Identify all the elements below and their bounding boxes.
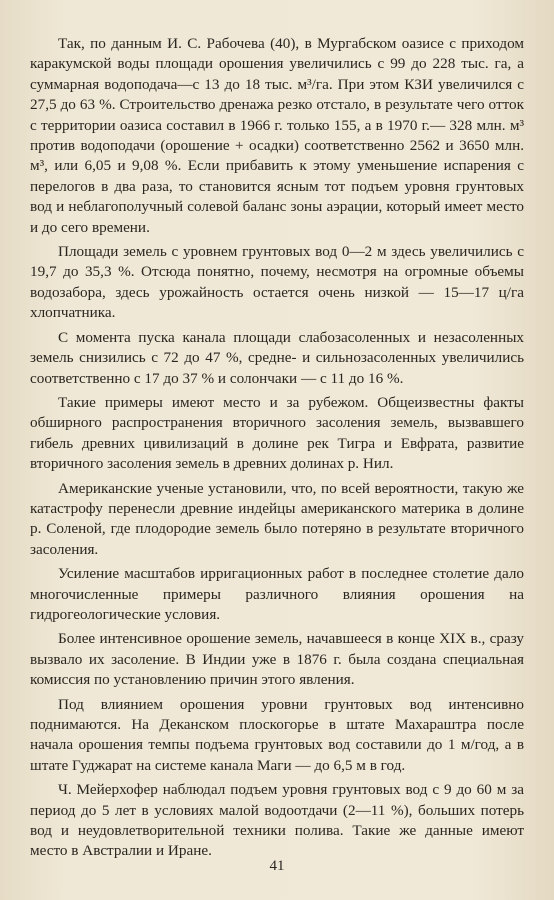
page-number: 41 [269,858,285,874]
paragraph-groundwater-area: Площади земель с уровнем грунтовых вод 0—2 м здесь увеличились с 19,7 до 35,3 %. Отсюда понятно, почему, несмотря на огромные объемы водозабора, здесь урожайность остается очень низкой — 15—17 ц/га хлопчатника. [30,243,524,322]
paragraph-american-scientists: Американские ученые установили, что, по всей вероятности, такую же катастрофу перенесли древние индейцы американского материка в долине р. Соленой, где плодородие земель было потеряно в результате вторичного засоления. [30,479,524,558]
body-text [30,34,524,862]
paragraph-meyerhofer: Ч. Мейерхофер наблюдал подъем уровня грунтовых вод с 9 до 60 м за период до 5 лет в условиях малой водоотдачи (2—11 %), больших потерь вод и неудовлетворительной техники полива. Такие же данные имеют место в Австралии и Иране. [30,781,524,860]
paragraph-foreign-examples: Такие примеры имеют место и за рубежом. Общеизвестны факты обширного распространения вторичного засоления земель, вызвавшего гибель древних цивилизаций в долине рек Тигра и Евфрата, развитие вторичного засоления земель в древних долинах р. Нил. [30,393,524,473]
paragraph-india-commission: Более интенсивное орошение земель, начавшееся в конце XIX в., сразу вызвало их засоление. В Индии уже в 1876 г. была создана специальная комиссия по установлению причин этого явления. [30,630,524,689]
paragraph-salinity-change: С момента пуска канала площади слабозасоленных и незасоленных земель снизились с 72 до 47 %, средне- и сильнозасоленных увеличились соответственно с 17 до 37 % и солончаки — с 11 до 16 %. [30,328,524,387]
paragraph-deccan-plateau: Под влиянием орошения уровни грунтовых вод интенсивно поднимаются. На Деканском плоскогорье в штате Махараштра после начала орошения темпы подъема грунтовых вод составили до 1 м/год, а в штате Гуджарат на системе канала Маги — до 6,5 м в год. [30,695,524,774]
paragraph-irrigation-scale: Усиление масштабов ирригационных работ в последнее столетие дало многочисленные примеры различного влияния орошения на гидрогеологические условия. [30,565,524,623]
paragraph-murgab-oasis: Так, по данным И. С. Рабочева (40), в Мургабском оазисе с приходом каракумской воды площади орошения увеличились с 99 до 228 тыс. га, а суммарная водоподача—с 13 до 18 тыс. м³/га. При этом КЗИ увеличился с 27,5 до 63 %. Строительство дренажа резко отстало, в результате чего отток с территории оазиса составил в 1966 г. только 155, а в 1970 г.— 328 млн. м³ против водоподачи (орошение + осадки) соответственно 2562 и 3650 млн. м³, или 6,05 и 9,08 %. Если прибавить к этому уменьшение испарения с перелогов в два раза, то становится ясным тот подъем уровня грунтовых вод и неблагополучный солевой баланс зоны аэрации, который имеет место и до сего времени. [30,35,524,236]
